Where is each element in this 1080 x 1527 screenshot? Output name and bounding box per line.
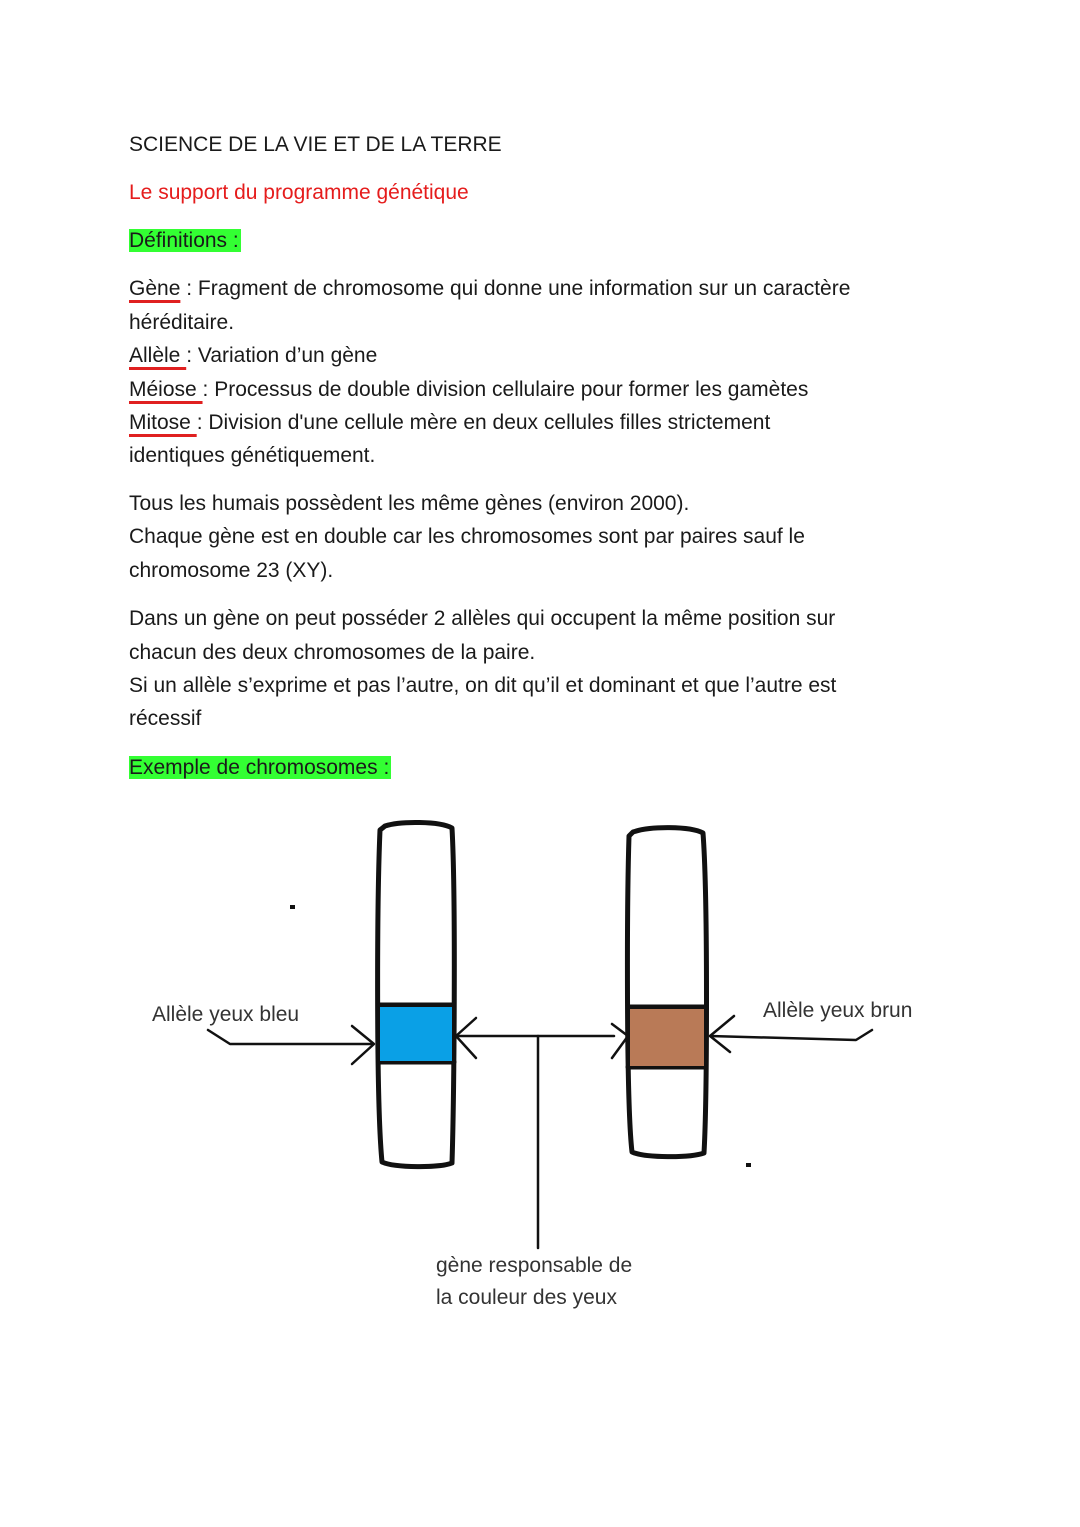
- chromosome-right: [627, 828, 706, 1157]
- stray-mark: [290, 905, 295, 909]
- definition-separator: :: [186, 344, 198, 367]
- label-gene-line-1: gène responsable de: [436, 1254, 633, 1277]
- definition-separator: :: [180, 277, 198, 300]
- term-mitose: Mitose: [129, 411, 197, 434]
- arrow-brown-allele: [710, 1030, 872, 1040]
- paragraph-1-line-3: chromosome 23 (XY).: [129, 559, 334, 582]
- definition-gene-continued: héréditaire.: [129, 311, 235, 334]
- stray-mark: [746, 1163, 751, 1167]
- definition-separator: :: [196, 411, 209, 434]
- chromosome-left: [378, 822, 455, 1166]
- label-allele-blue: Allèle yeux bleu: [152, 1003, 300, 1026]
- term-meiose: Méiose: [129, 378, 203, 401]
- example-heading-text: Exemple de chromosomes :: [129, 756, 390, 779]
- page-subtitle: Le support du programme génétique: [129, 181, 469, 204]
- paragraph-2-line-3: Si un allèle s’exprime et pas l’autre, on dit qu’il et dominant et que l’autre est: [129, 674, 837, 697]
- definition-text: Processus de double division cellulaire pour former les gamètes: [214, 378, 809, 401]
- page-heading: SCIENCE DE LA VIE ET DE LA TERRE: [129, 133, 502, 156]
- arrow-blue-allele: [208, 1030, 372, 1044]
- definition-text: Division d'une cellule mère en deux cellules filles strictement: [208, 411, 771, 434]
- paragraph-2-line-4: récessif: [129, 707, 202, 730]
- term-gene: Gène: [129, 277, 181, 300]
- label-allele-brown: Allèle yeux brun: [763, 999, 913, 1022]
- term-allele: Allèle: [129, 344, 187, 367]
- paragraph-1-line-2: Chaque gène est en double car les chromosomes sont par paires sauf le: [129, 525, 805, 548]
- allele-blue-band: [380, 1007, 452, 1061]
- definition-text: Fragment de chromosome qui donne une information sur un caractère: [197, 277, 851, 300]
- allele-brown-band: [630, 1009, 704, 1066]
- definition-separator: :: [202, 378, 215, 401]
- label-gene-line-2: la couleur des yeux: [436, 1286, 617, 1309]
- paragraph-2-line-1: Dans un gène on peut posséder 2 allèles qui occupent la même position sur: [129, 607, 836, 630]
- paragraph-1-line-1: Tous les humais possèdent les même gènes (environ 2000).: [129, 492, 690, 515]
- arrow-gene-left-head: [456, 1018, 476, 1058]
- definition-text: Variation d’un gène: [197, 344, 378, 367]
- paragraph-2-line-2: chacun des deux chromosomes de la paire.: [129, 641, 536, 664]
- arrow-brown-allele-head: [710, 1016, 734, 1052]
- definitions-heading-text: Définitions :: [129, 229, 239, 252]
- definition-mitose-continued: identiques génétiquement.: [129, 444, 376, 467]
